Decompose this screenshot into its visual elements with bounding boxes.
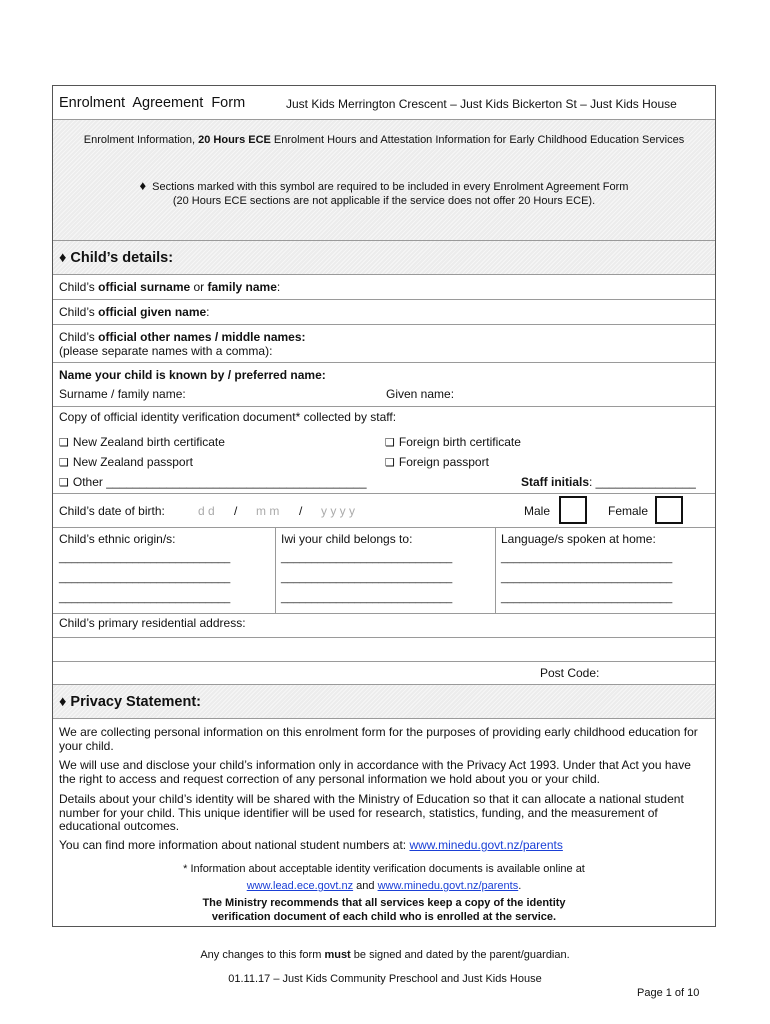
iwi-line[interactable]: ____________________________	[281, 592, 453, 604]
official-given-name-row[interactable]: Child’s official given name:	[53, 300, 715, 325]
nz-birth-certificate-option[interactable]: ❑ New Zealand birth certificate	[59, 435, 225, 449]
privacy-content	[53, 719, 715, 927]
known-by-label: Name your child is known by / preferred name:	[59, 368, 326, 382]
dob-month-input[interactable]: m m	[256, 504, 280, 518]
changes-note: Any changes to this form must be signed and dated by the parent/guardian.	[200, 949, 570, 961]
page-number: Page 1 of 10	[637, 987, 700, 999]
id-copy-label: Copy of official identity verification document* collected by staff:	[59, 410, 397, 424]
lead-ece-link[interactable]: www.lead.ece.govt.nz	[246, 880, 354, 892]
male-label: Male	[524, 504, 551, 518]
checkbox-icon[interactable]: ❑	[59, 477, 69, 489]
female-label: Female	[608, 504, 649, 518]
address-row-1[interactable]	[53, 614, 715, 638]
dob-gender-row	[53, 494, 715, 528]
iwi-line[interactable]: ____________________________	[281, 572, 453, 584]
checkbox-icon[interactable]: ❑	[385, 457, 395, 469]
foreign-passport-option[interactable]: ❑ Foreign passport	[385, 455, 489, 469]
column-divider	[495, 528, 496, 613]
dob-day-input[interactable]: d d	[198, 504, 215, 518]
other-names-note: (please separate names with a comma):	[59, 344, 273, 358]
address-row-3[interactable]	[53, 662, 715, 685]
checkbox-icon[interactable]: ❑	[59, 457, 69, 469]
form-title: Enrolment Agreement Form	[59, 95, 246, 111]
other-document-option[interactable]: ❑ Other _______________________________________	[59, 475, 367, 489]
language-line[interactable]: ____________________________	[501, 592, 673, 604]
ethnic-origin-line[interactable]: ____________________________	[59, 572, 231, 584]
iwi-line[interactable]: ____________________________	[281, 552, 453, 564]
ethnic-origin-line[interactable]: ____________________________	[59, 552, 231, 564]
childs-details-heading	[53, 241, 715, 275]
language-line[interactable]: ____________________________	[501, 552, 673, 564]
language-line[interactable]: ____________________________	[501, 572, 673, 584]
nz-passport-option[interactable]: ❑ New Zealand passport	[59, 455, 193, 469]
enrolment-form	[52, 85, 716, 927]
column-divider	[275, 528, 276, 613]
ministry-recommendation: The Ministry recommends that all services keep a copy of the identity verification document of each child who is enrolled at the service.	[202, 897, 566, 923]
dob-year-input[interactable]: y y y y	[321, 504, 356, 518]
privacy-paragraph: We will use and disclose your child’s information only in accordance with the Privacy Act 1993. Under that Act you have the right to access and request correction of any personal information we hold about you or your child.	[59, 758, 691, 786]
version-footer: 01.11.17 – Just Kids Community Preschool and Just Kids House	[228, 973, 542, 985]
service-locations: Just Kids Merrington Crescent – Just Kids Bickerton St – Just Kids House	[286, 97, 677, 111]
surname-family-label: Surname / family name:	[59, 387, 186, 401]
id-documents-row	[53, 407, 715, 494]
privacy-paragraph: You can find more information about national student numbers at: www.minedu.govt.nz/parents	[59, 838, 563, 852]
language-label: Language/s spoken at home:	[501, 532, 656, 546]
post-code-label: Post Code:	[540, 666, 600, 680]
diamond-icon: ♦	[139, 178, 147, 193]
ethnic-origin-label: Child’s ethnic origin/s:	[59, 532, 176, 546]
minedu-link[interactable]: www.minedu.govt.nz/parents	[377, 880, 519, 892]
symbol-note: ♦ Sections marked with this symbol are required to be included in every Enrolment Agreement Form (20 Hours ECE sections are not applicable if the service does not offer 20 Hours ECE).	[139, 178, 629, 207]
ethnic-origin-line[interactable]: ____________________________	[59, 592, 231, 604]
dob-separator: /	[299, 504, 303, 518]
checkbox-icon[interactable]: ❑	[59, 437, 69, 449]
staff-initials[interactable]: Staff initials: _______________	[521, 475, 696, 489]
address-label: Child’s primary residential address:	[59, 616, 246, 630]
ethnicity-iwi-language-row	[53, 528, 715, 614]
given-name-label: Given name:	[386, 387, 455, 401]
other-names-row[interactable]: Child’s official other names / middle names: (please separate names with a comma):	[53, 325, 715, 363]
official-surname-row[interactable]: Child’s official surname or family name:	[53, 275, 715, 300]
section-title: ♦ Child’s details:	[59, 250, 174, 266]
form-header	[53, 86, 715, 120]
address-row-2[interactable]	[53, 638, 715, 662]
dob-separator: /	[234, 504, 238, 518]
privacy-heading	[53, 685, 715, 719]
id-documents-links: www.lead.ece.govt.nz and www.minedu.govt.nz/parents.	[246, 880, 522, 892]
intro-line: Enrolment Information, 20 Hours ECE Enrolment Hours and Attestation Information for Early Childhood Education Services	[83, 134, 685, 146]
privacy-paragraph: We are collecting personal information on this enrolment form for the purposes of providing early childhood education for your child.	[59, 725, 698, 753]
dob-label: Child’s date of birth:	[59, 504, 165, 518]
known-by-row[interactable]	[53, 363, 715, 407]
id-documents-note: * Information about acceptable identity verification documents is available online at	[183, 863, 585, 875]
section-title: ♦ Privacy Statement:	[59, 694, 201, 710]
privacy-paragraph: Details about your child’s identity will be shared with the Ministry of Education so that it can allocate a national student number for your child. This unique identifier will be used for research, statistics, funding, and the measurement of educational outcomes.	[59, 792, 684, 833]
male-checkbox[interactable]	[559, 496, 587, 524]
iwi-label: Iwi your child belongs to:	[281, 532, 413, 546]
female-checkbox[interactable]	[655, 496, 683, 524]
foreign-birth-certificate-option[interactable]: ❑ Foreign birth certificate	[385, 435, 521, 449]
intro-section	[53, 120, 715, 241]
nsn-link[interactable]: www.minedu.govt.nz/parents	[409, 838, 563, 852]
checkbox-icon[interactable]: ❑	[385, 437, 395, 449]
